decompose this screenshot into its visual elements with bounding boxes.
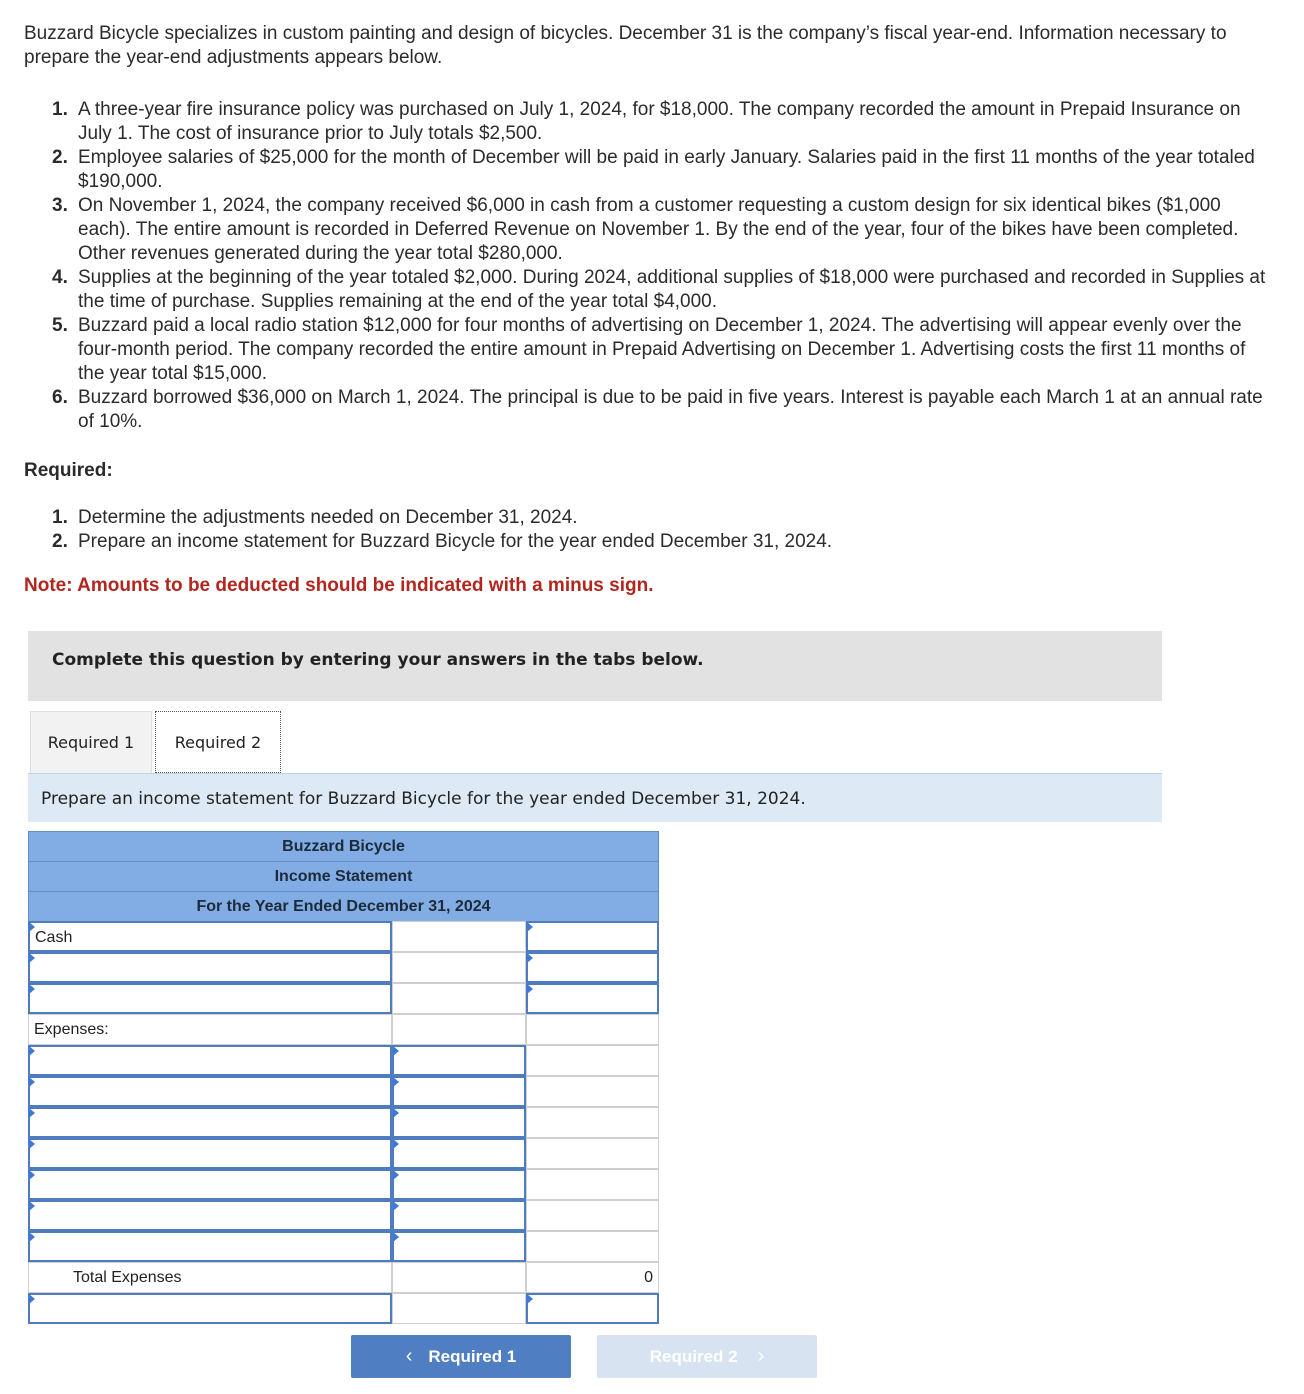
company-name: Buzzard Bicycle (28, 831, 659, 861)
net-income-input[interactable] (526, 1293, 659, 1324)
amount-input[interactable] (526, 983, 659, 1014)
table-row (28, 1014, 659, 1045)
item-text: Determine the adjustments needed on December 31, 2024. (78, 507, 578, 528)
table-row (28, 921, 659, 952)
prev-required-1-button[interactable] (351, 1335, 571, 1378)
item-text: Buzzard borrowed $36,000 on March 1, 2024. The principal is due to be paid in five years. Interest is payable each March 1 at an annual rate of 10%. (78, 387, 1263, 432)
list-item (52, 98, 1277, 146)
expense-account-select[interactable] (28, 1200, 392, 1231)
list-item (52, 530, 832, 554)
expense-account-select[interactable] (28, 1045, 392, 1076)
expense-amount-input[interactable] (392, 1045, 526, 1076)
empty-cell (526, 1076, 659, 1107)
complete-banner (28, 631, 1162, 701)
item-number: 6. (52, 387, 68, 408)
list-item (52, 314, 1277, 386)
chevron-right-icon: › (757, 1345, 765, 1367)
statement-title: Income Statement (28, 861, 659, 891)
chevron-left-icon: ‹ (405, 1345, 413, 1367)
adjustment-info-list (52, 98, 1277, 434)
required-list (52, 506, 832, 554)
statement-period: For the Year Ended December 31, 2024 (28, 891, 659, 921)
item-text: A three-year fire insurance policy was purchased on July 1, 2024, for $18,000. The company recorded the amount in Prepaid Insurance on July 1. The cost of insurance prior to July totals $2,500. (78, 99, 1241, 144)
instruction-bar (28, 774, 1162, 822)
table-row (28, 1231, 659, 1262)
empty-cell (392, 1014, 526, 1045)
net-income-label-select[interactable] (28, 1293, 392, 1324)
expense-account-select[interactable] (28, 1231, 392, 1262)
item-text: Employee salaries of $25,000 for the month of December will be paid in early January. Salaries paid in the first 11 months of the year totaled $190,000. (78, 147, 1255, 192)
prev-button-label: Required 1 (428, 1346, 517, 1366)
total-expenses-label: Total Expenses (73, 1269, 182, 1286)
expense-account-select[interactable] (28, 1169, 392, 1200)
list-item (52, 266, 1277, 314)
item-number: 1. (52, 99, 68, 120)
list-item (52, 386, 1277, 434)
empty-cell (526, 1107, 659, 1138)
table-row (28, 1200, 659, 1231)
empty-cell (526, 1231, 659, 1262)
item-text: Buzzard paid a local radio station $12,000 for four months of advertising on December 1, 2024. The advertising will appear evenly over the four-month period. The company recorded the entire amount in Prepaid Advertising on December 1. Advertising costs the first 11 months of the year total $15,000. (78, 315, 1246, 384)
problem-intro: Buzzard Bicycle specializes in custom painting and design of bicycles. December 31 is the company’s fiscal year-end. Information necessary to prepare the year-end adjustments appears below. (24, 23, 1227, 68)
expense-account-select[interactable] (28, 1076, 392, 1107)
expense-amount-input[interactable] (392, 1076, 526, 1107)
empty-cell (392, 1262, 526, 1293)
table-row (28, 1169, 659, 1200)
empty-cell (392, 952, 526, 983)
empty-cell (392, 921, 526, 952)
amount-input[interactable] (526, 952, 659, 983)
cash-label: Cash (35, 929, 73, 946)
expense-amount-input[interactable] (392, 1138, 526, 1169)
table-row (28, 1138, 659, 1169)
complete-banner-text: Complete this question by entering your answers in the tabs below. (52, 650, 704, 670)
item-number: 2. (52, 147, 68, 168)
table-row (28, 1076, 659, 1107)
total-expenses-label-cell (28, 1262, 392, 1293)
minus-sign-note: Note: Amounts to be deducted should be indicated with a minus sign. (24, 575, 654, 596)
empty-cell (526, 1014, 659, 1045)
empty-cell (526, 1138, 659, 1169)
item-number: 4. (52, 267, 68, 288)
list-item (52, 506, 832, 530)
item-number: 1. (52, 507, 68, 528)
expenses-label-cell (28, 1014, 392, 1045)
tab-required-1[interactable]: Required 1 (30, 711, 152, 773)
expense-amount-input[interactable] (392, 1107, 526, 1138)
empty-cell (392, 983, 526, 1014)
required-heading: Required: (24, 460, 113, 481)
table-row (28, 1107, 659, 1138)
empty-cell (392, 1293, 526, 1324)
account-select[interactable] (28, 921, 392, 952)
expense-account-select[interactable] (28, 1107, 392, 1138)
expense-amount-input[interactable] (392, 1200, 526, 1231)
item-number: 2. (52, 531, 68, 552)
empty-cell (526, 1200, 659, 1231)
item-number: 3. (52, 195, 68, 216)
item-number: 5. (52, 315, 68, 336)
instruction-text: Prepare an income statement for Buzzard Bicycle for the year ended December 31, 2024. (41, 789, 806, 809)
table-row (28, 952, 659, 983)
table-row (28, 1293, 659, 1324)
income-statement (28, 831, 659, 1324)
total-expenses-cell (526, 1262, 659, 1293)
empty-cell (526, 1045, 659, 1076)
next-button-label: Required 2 (649, 1346, 738, 1366)
item-text: Prepare an income statement for Buzzard Bicycle for the year ended December 31, 2024. (78, 531, 833, 552)
empty-cell (526, 1169, 659, 1200)
account-select[interactable] (28, 983, 392, 1014)
expense-amount-input[interactable] (392, 1169, 526, 1200)
tab-required-2[interactable]: Required 2 (155, 711, 281, 773)
amount-input[interactable] (526, 921, 659, 952)
expense-amount-input[interactable] (392, 1231, 526, 1262)
expenses-label: Expenses: (34, 1021, 109, 1038)
table-row (28, 1262, 659, 1293)
table-row (28, 983, 659, 1014)
list-item (52, 194, 1277, 266)
table-row (28, 1045, 659, 1076)
item-text: Supplies at the beginning of the year totaled $2,000. During 2024, additional supplies of $18,000 were purchased and recorded in Supplies at the time of purchase. Supplies remaining at the end of the year total $4,000. (78, 267, 1266, 312)
total-expenses-value: 0 (644, 1269, 653, 1286)
expense-account-select[interactable] (28, 1138, 392, 1169)
item-text: On November 1, 2024, the company received $6,000 in cash from a customer requesting a custom design for six identical bikes ($1,000 each). The entire amount is recorded in Deferred Revenue on November 1. By the end of the year, four of the bikes have been completed. Other revenues generated during the year total $280,000. (78, 195, 1239, 264)
next-required-2-button (597, 1335, 817, 1378)
account-select[interactable] (28, 952, 392, 983)
list-item (52, 146, 1277, 194)
